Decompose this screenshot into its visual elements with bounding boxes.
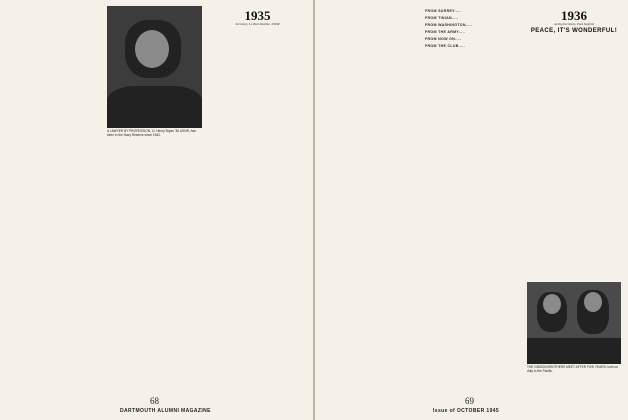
class-1935-heading bbox=[210, 8, 305, 27]
left-column-1 bbox=[10, 6, 100, 401]
right-column-2 bbox=[425, 6, 520, 401]
right-column-1 bbox=[323, 6, 419, 401]
class-1935-secretary: Secretary, Lt. Burt Zuehlke, USNR bbox=[235, 22, 280, 26]
left-footer: DARTMOUTH ALUMNI MAGAZINE bbox=[120, 408, 211, 414]
class-1936-subheading: PEACE, IT'S WONDERFUL! bbox=[530, 27, 618, 34]
left-page bbox=[0, 0, 313, 420]
gibson-photo-caption: THE GIBSON BROTHERS MEET AFTER FIVE YEARS, both on duty in the Pacific. bbox=[527, 365, 619, 373]
left-column-2 bbox=[107, 146, 202, 401]
class-year-1935: 1935 bbox=[244, 8, 271, 23]
subhead-now-on: FROM NOW ON..... bbox=[425, 37, 462, 42]
subhead-surrey: FROM SURREY..... bbox=[425, 9, 461, 13]
subhead-club: FROM THE CLUB..... bbox=[425, 44, 466, 49]
left-column-3 bbox=[210, 6, 305, 401]
class-year-1936: 1936 bbox=[561, 8, 587, 23]
right-page-number: 69 bbox=[465, 396, 474, 406]
subhead-army: FROM THE ARMY..... bbox=[425, 30, 466, 35]
gibson-brothers-photo bbox=[527, 282, 621, 364]
subhead-tinian: FROM TINIAN..... bbox=[425, 16, 459, 21]
class-1936-secretary: Acting Secretary, Paul Sanford bbox=[554, 22, 594, 26]
lawyer-photo-caption: A LAWYER BY PROFESSION, Lt. Henry Bryan '36 USNR, has been in the Navy Reserve since 1942. bbox=[107, 129, 196, 137]
right-page bbox=[315, 0, 628, 420]
left-page-number: 68 bbox=[150, 396, 159, 406]
lawyer-photo bbox=[107, 6, 202, 128]
right-footer: Issue of OCTOBER 1945 bbox=[433, 408, 500, 414]
right-column-3 bbox=[527, 6, 621, 276]
subhead-washington: FROM WASHINGTON..... bbox=[425, 23, 473, 28]
class-1936-heading bbox=[527, 8, 621, 35]
